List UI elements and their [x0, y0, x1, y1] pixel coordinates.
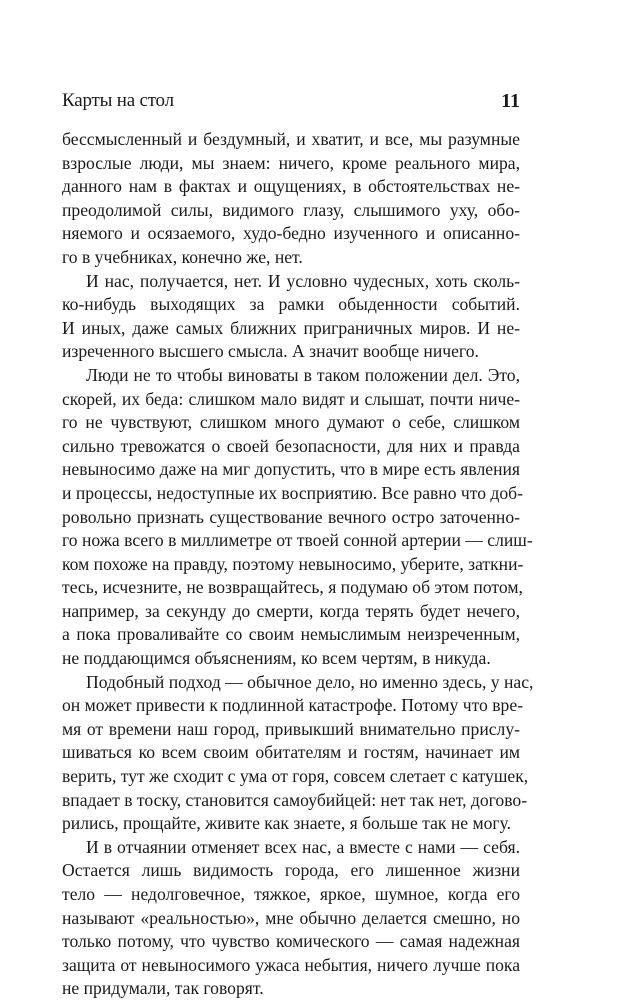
text-line: не придумали, так говорят. [62, 978, 264, 999]
text-line: И нас, получается, нет. И условно чудесных, хоть сколь- [86, 270, 520, 291]
text-line: скорей, их беда: слишком мало видят и слышат, почти ниче- [62, 388, 520, 409]
text-line: И иных, даже самых ближних приграничных миров. И не- [62, 317, 520, 338]
text-line: тело — недолговечное, тяжкое, яркое, шумное, когда его [62, 884, 520, 904]
text-line: сильно тревожатся о своей безопасности, для них и правда [62, 435, 520, 456]
text-line: преодолимой силы, видимого глазу, слышимого уху, обо- [62, 199, 520, 220]
text-line: рились, прощайте, живите как знаете, я больше так не могу. [62, 813, 512, 834]
text-line: защита от невыносимого ужаса небытия, ничего лучше пока [62, 954, 520, 975]
running-head [62, 88, 520, 114]
text-line: изреченного высшего смысла. А значит вообще ничего. [62, 341, 479, 362]
paragraph [62, 836, 520, 1001]
text-line: он может привести к подлинной катастрофе. Потому что вре- [62, 695, 524, 716]
text-line: называют «реальностью», мне обычно делается смешно, но [62, 907, 520, 928]
paragraph [62, 270, 520, 364]
text-line: мя от времени наш город, привыкший внимательно прислу- [62, 718, 520, 739]
text-line: И в отчаянии отменяет всех нас, а вместе с нами — себя. [86, 836, 520, 857]
text-line: шиваться ко всем своим обитателям и гостям, начинает им [62, 742, 520, 763]
running-title: Карты на стол [62, 90, 174, 111]
text-line: Остается лишь видимость города, его лишенное жизни [62, 860, 520, 881]
paragraph [62, 364, 533, 671]
text-line: впадает в тоску, становится самоубийцей: нет так нет, догово- [62, 789, 528, 810]
text-line: го в учебниках, конечно же, нет. [62, 246, 303, 267]
text-line: тесь, исчезните, не возвращайтесь, я подумаю об этом потом, [62, 577, 523, 598]
text-line: не поддающимся объяснениям, ко всем чертям, в никуда. [62, 648, 491, 669]
text-line: Подобный подход — обычное дело, но именно здесь, у нас, [86, 671, 534, 692]
body-text [62, 128, 534, 1001]
paragraph [62, 128, 520, 270]
text-line: верить, тут же сходит с ума от горя, совсем слетает с катушек, [62, 766, 529, 787]
text-line: Люди не то чтобы виноваты в таком положении дел. Это, [86, 364, 520, 385]
text-line: ком похоже на правду, поэтому невыносимо, уберите, заткни- [62, 553, 524, 574]
text-line: го ножа всего в миллиметре от твоей сонной артерии — слиш- [62, 530, 533, 551]
text-line: только потому, что чувство комического — самая надежная [62, 931, 520, 952]
text-line: ко-нибудь выходящих за рамки обыденности событий. [62, 294, 520, 315]
text-line: данного нам в фактах и ощущениях, в обстоятельствах не- [62, 176, 520, 197]
text-line: няемого и осязаемого, худо-бедно изученного и описанно- [62, 223, 520, 244]
text-line: и процессы, недоступные их восприятию. Все равно что доб- [62, 482, 523, 503]
paragraph [62, 671, 534, 836]
text-line: невыносимо даже на миг допустить, что в мире есть явления [62, 459, 520, 480]
page-number: 11 [501, 90, 520, 112]
text-line: а пока проваливайте со своим немыслимым неизреченным, [62, 624, 520, 645]
text-line: го не чувствуют, слишком много думают о себе, слишком [62, 412, 520, 433]
text-line: бессмысленный и бездумный, и хватит, и все, мы разумные [62, 129, 520, 149]
text-line: ровольно признать существование вечного остро заточенно- [62, 506, 520, 527]
text-line: например, за секунду до смерти, когда терять будет нечего, [62, 600, 520, 621]
text-line: взрослые люди, мы знаем: ничего, кроме реального мира, [62, 152, 520, 173]
